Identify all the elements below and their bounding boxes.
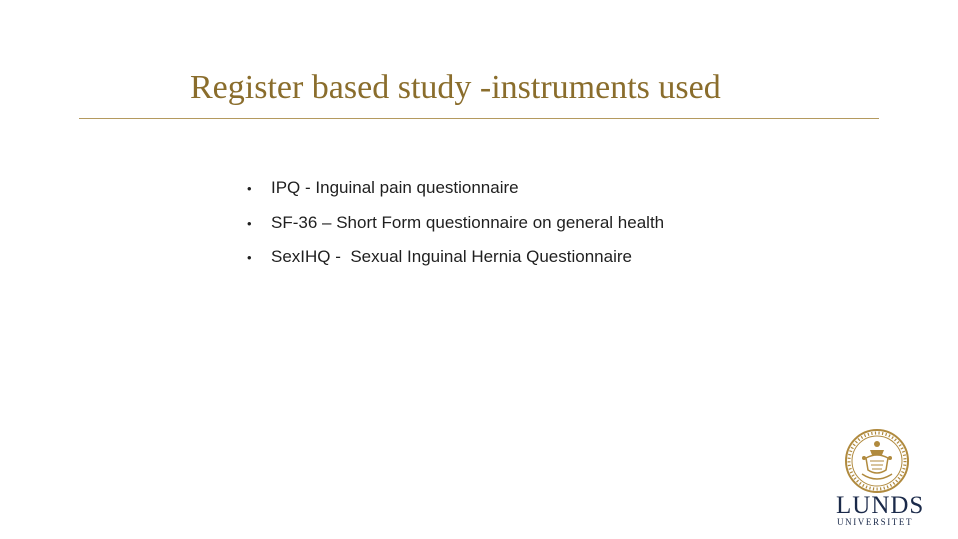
bullet-text: SexIHQ - Sexual Inguinal Hernia Questionnaire xyxy=(271,247,632,266)
bullet-marker: • xyxy=(247,215,252,231)
logo-subtitle: UNIVERSITET xyxy=(837,517,914,527)
bullet-text: SF-36 – Short Form questionnaire on general health xyxy=(271,212,665,232)
slide-title: Register based study -instruments used xyxy=(190,69,721,106)
bullet-list xyxy=(244,178,664,282)
logo-wordmark: LUNDS xyxy=(836,492,925,519)
title-divider xyxy=(79,118,879,119)
list-item xyxy=(244,213,664,248)
bullet-marker: • xyxy=(247,250,252,265)
bullet-marker: • xyxy=(247,181,252,196)
university-seal-icon xyxy=(844,428,910,494)
university-logo xyxy=(828,426,928,531)
bullet-text: IPQ - Inguinal pain questionnaire xyxy=(271,178,519,197)
list-item xyxy=(244,178,664,213)
list-item xyxy=(244,247,664,282)
